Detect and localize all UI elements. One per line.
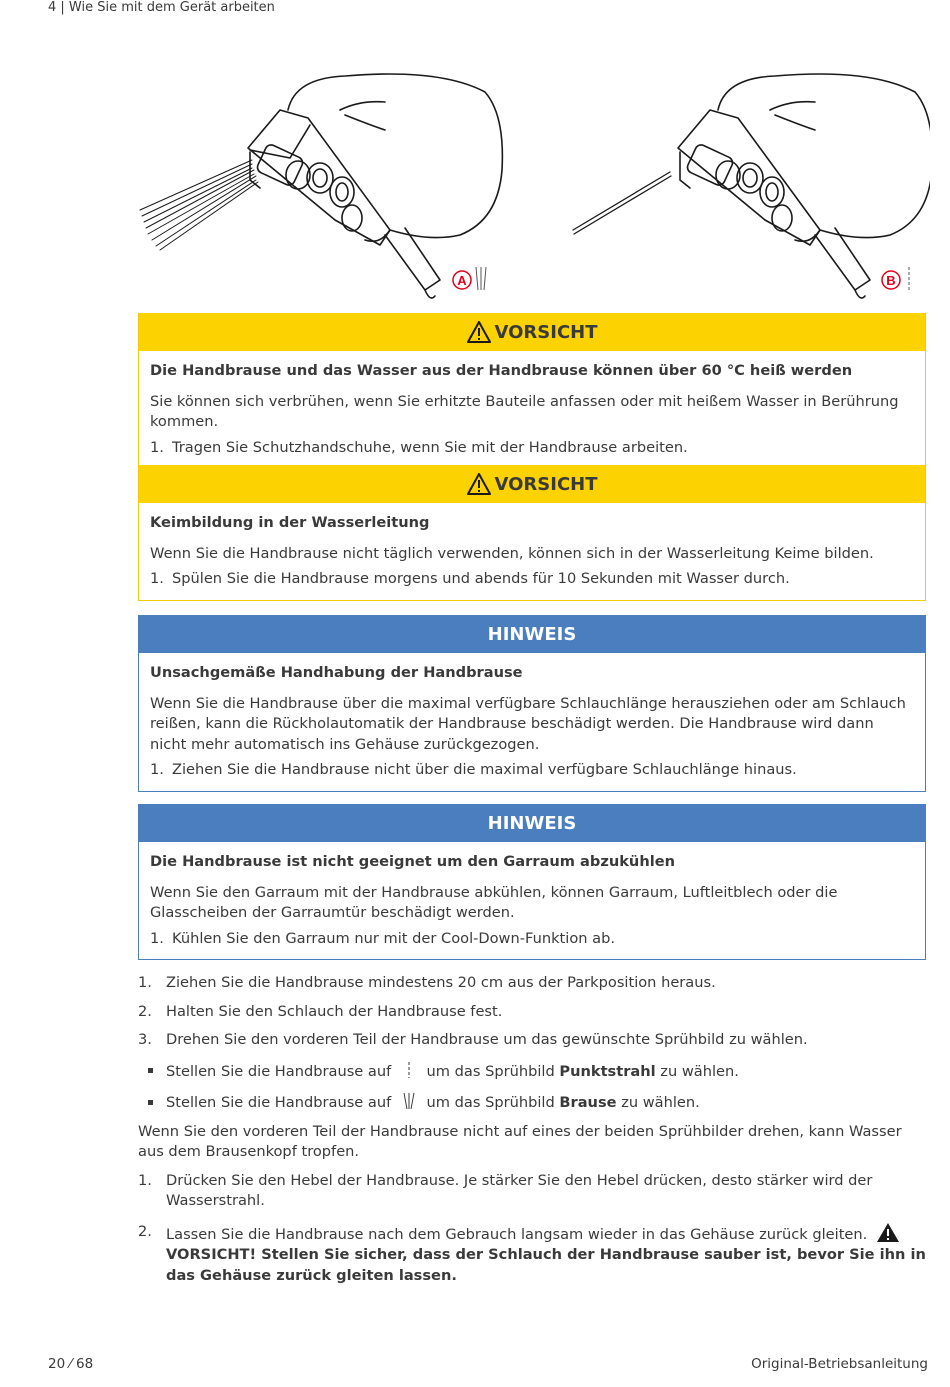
caution-bar bbox=[139, 313, 925, 351]
notice-heading: Die Handbrause ist nicht geeignet um den Garraum abzukühlen bbox=[150, 853, 675, 870]
bullet-item-jet bbox=[138, 1061, 928, 1083]
caution-text: Sie können sich verbrühen, wenn Sie erhitzte Bauteile anfassen oder mit heißem Wasser in Berührung kommen. bbox=[150, 392, 899, 430]
notice-box-handling bbox=[138, 615, 926, 792]
spray-mode-name: Brause bbox=[559, 1094, 617, 1111]
notice-step bbox=[150, 760, 914, 781]
warning-triangle-icon bbox=[467, 473, 491, 495]
caution-step bbox=[150, 438, 914, 459]
notice-bar bbox=[139, 615, 925, 653]
caution-note: VORSICHT! Stellen Sie sicher, dass der Schlauch der Handbrause sauber ist, bevor Sie ihn in das Gehäuse zurück gleiten lassen. bbox=[166, 1246, 926, 1284]
step-text: Halten Sie den Schlauch der Handbrause fest. bbox=[166, 1002, 503, 1020]
step-text: Ziehen Sie die Handbrause mindestens 20 cm aus der Parkposition heraus. bbox=[166, 974, 716, 991]
step-number: 2. bbox=[138, 1002, 152, 1020]
chapter-header: 4 | Wie Sie mit dem Gerät arbeiten bbox=[48, 0, 275, 15]
label-a bbox=[453, 267, 486, 290]
step-number: 3. bbox=[138, 1031, 152, 1048]
svg-text:B: B bbox=[886, 273, 896, 288]
caution-bar bbox=[139, 465, 925, 503]
step-text: Drehen Sie den vorderen Teil der Handbrause um das gewünschte Sprühbild zu wählen. bbox=[166, 1031, 808, 1048]
hand-shower-illustration bbox=[130, 70, 930, 305]
step-text: Kühlen Sie den Garraum nur mit der Cool-Down-Funktion ab. bbox=[172, 929, 615, 947]
caution-step bbox=[150, 569, 914, 590]
step-number: 1. bbox=[150, 929, 164, 947]
bullet-text: um das Sprühbild bbox=[426, 1094, 555, 1111]
bullet-text: Stellen Sie die Handbrause auf bbox=[166, 1062, 392, 1080]
step-item bbox=[138, 973, 928, 994]
shower-spray-icon bbox=[401, 1092, 417, 1110]
instruction-steps bbox=[138, 973, 928, 1286]
document-title: Original-Betriebsanleitung bbox=[751, 1356, 928, 1372]
spray-mode-name: Punktstrahl bbox=[559, 1062, 656, 1080]
notice-title: HINWEIS bbox=[487, 623, 577, 645]
step-text: Lassen Sie die Handbrause nach dem Gebrauch langsam wieder in das Gehäuse zurück gleiten. bbox=[166, 1225, 868, 1243]
step-text: Ziehen Sie die Handbrause nicht über die maximal verfügbare Schlauchlänge hinaus. bbox=[172, 761, 797, 778]
spray-jet bbox=[573, 172, 671, 234]
warning-triangle-icon bbox=[876, 1222, 900, 1243]
bullet-marker bbox=[138, 1061, 166, 1083]
spray-wide bbox=[140, 160, 258, 250]
bullet-item-shower bbox=[138, 1092, 928, 1114]
notice-box-cooling bbox=[138, 804, 926, 960]
step-number: 1. bbox=[150, 438, 164, 456]
info-paragraph: Wenn Sie den vorderen Teil der Handbrause nicht auf eines der beiden Sprühbilder drehen, kann Wasser aus dem Brausenkopf tropfen. bbox=[138, 1122, 902, 1160]
step-item bbox=[138, 1030, 928, 1051]
bullet-text: zu wählen. bbox=[621, 1094, 700, 1111]
step-number: 1. bbox=[138, 1171, 152, 1189]
page-number: 20 ⁄ 68 bbox=[48, 1356, 94, 1372]
notice-step bbox=[150, 929, 914, 950]
step-item bbox=[138, 1002, 928, 1023]
caution-text: Wenn Sie die Handbrause nicht täglich verwenden, können sich in der Wasserleitung Keime bilden. bbox=[150, 544, 874, 562]
label-b bbox=[882, 267, 909, 292]
step-text: Drücken Sie den Hebel der Handbrause. Je stärker Sie den Hebel drücken, desto stärker wird der Wasserstrahl. bbox=[166, 1171, 873, 1209]
caution-heading: Keimbildung in der Wasserleitung bbox=[150, 514, 430, 531]
hand-right bbox=[678, 74, 930, 298]
hand-left bbox=[248, 74, 502, 298]
notice-text: Wenn Sie den Garraum mit der Handbrause abkühlen, können Garraum, Luftleitblech oder die Glasscheiben der Garraumtür beschädigt werden. bbox=[150, 883, 838, 921]
step-number: 1. bbox=[138, 974, 152, 991]
notice-heading: Unsachgemäße Handhabung der Handbrause bbox=[150, 664, 523, 681]
step-number: 1. bbox=[150, 761, 164, 778]
step-item bbox=[138, 1222, 928, 1287]
caution-title: VORSICHT bbox=[494, 473, 598, 495]
caution-heading: Die Handbrause und das Wasser aus der Handbrause können über 60 °C heiß werden bbox=[150, 362, 853, 379]
warning-triangle-icon bbox=[467, 321, 491, 343]
step-number: 2. bbox=[138, 1222, 152, 1240]
jet-spray-icon bbox=[401, 1061, 417, 1079]
caution-box-hot-water bbox=[138, 313, 926, 469]
caution-title: VORSICHT bbox=[494, 321, 598, 343]
step-text: Tragen Sie Schutzhandschuhe, wenn Sie mit der Handbrause arbeiten. bbox=[172, 438, 688, 456]
notice-title: HINWEIS bbox=[487, 812, 577, 834]
step-number: 1. bbox=[150, 570, 164, 587]
notice-bar bbox=[139, 804, 925, 842]
svg-text:A: A bbox=[457, 273, 467, 288]
step-text: Spülen Sie die Handbrause morgens und abends für 10 Sekunden mit Wasser durch. bbox=[172, 570, 790, 587]
caution-box-germs bbox=[138, 465, 926, 601]
bullet-text: Stellen Sie die Handbrause auf bbox=[166, 1094, 392, 1111]
bullet-marker bbox=[138, 1092, 166, 1114]
bullet-text: zu wählen. bbox=[660, 1062, 739, 1080]
step-item bbox=[138, 1171, 928, 1212]
notice-text: Wenn Sie die Handbrause über die maximal verfügbare Schlauchlänge herausziehen oder am Schlauch reißen, kann die Rückholautomatik der Handbrause beschädigt werden. Die Handbrause wird dann nicht mehr automatisch ins Gehäuse zurückgezogen. bbox=[150, 694, 906, 753]
bullet-text: um das Sprühbild bbox=[426, 1062, 555, 1080]
